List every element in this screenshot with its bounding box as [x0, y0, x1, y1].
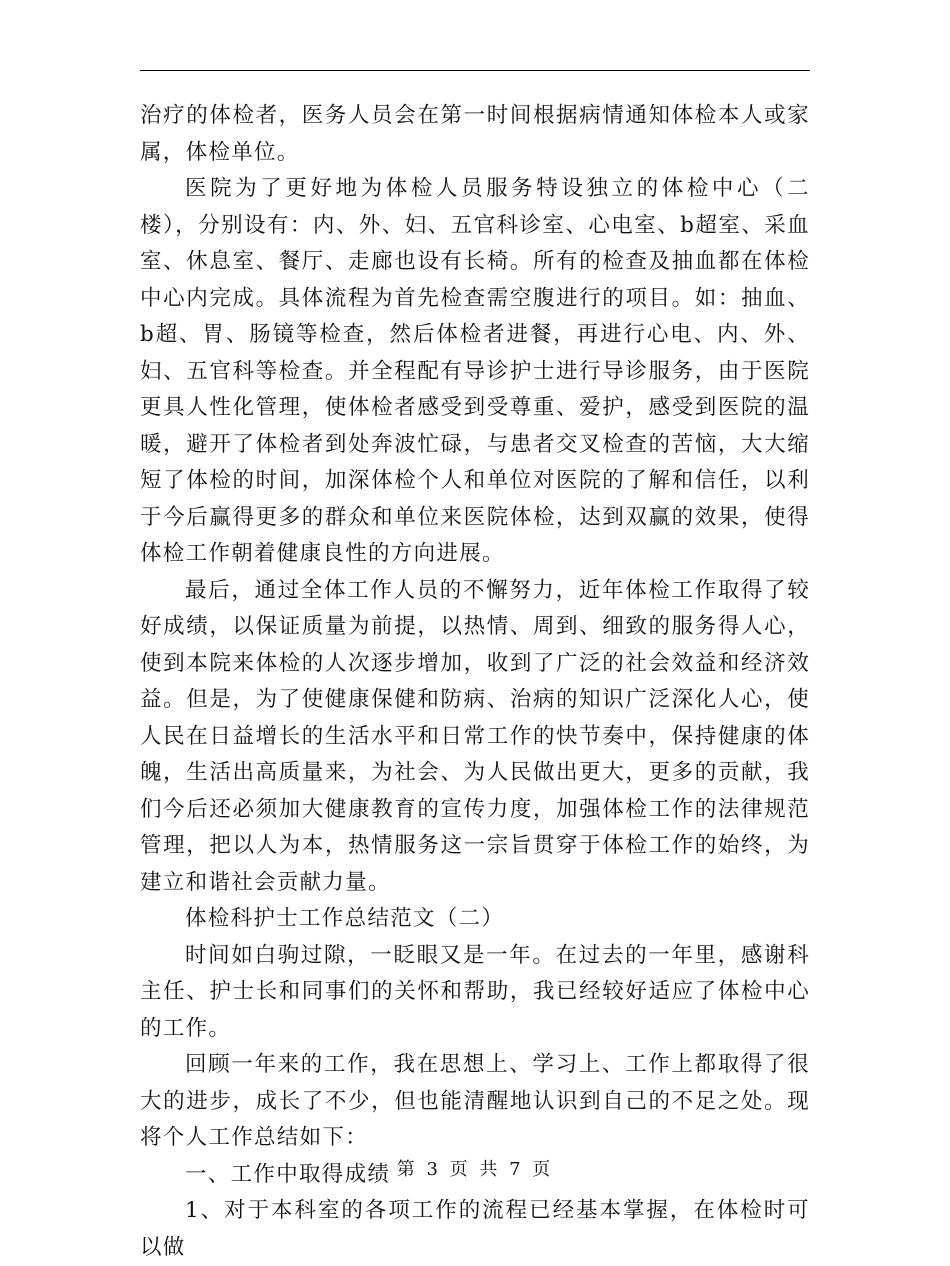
page-suffix: 页 — [532, 1159, 554, 1180]
paragraph-4: 时间如白驹过隙，一眨眼又是一年。在过去的一年里，感谢科主任、护士长和同事们的关怀和帮助，我已经较好适应了体检中心的工作。 — [140, 942, 810, 1041]
page-footer — [0, 1155, 950, 1181]
page-prefix: 第 — [396, 1159, 418, 1180]
paragraph-1: 治疗的体检者，医务人员会在第一时间根据病情通知体检本人或家属，体检单位。 — [140, 103, 810, 165]
paragraph-5: 回顾一年来的工作，我在思想上、学习上、工作上都取得了很大的进步，成长了不少，但也能清醒地认识到自己的不足之处。现将个人工作总结如下： — [140, 1052, 810, 1150]
page-current: 3 — [426, 1159, 441, 1180]
page-mid: 页 共 — [449, 1159, 501, 1180]
section-title: 体检科护士工作总结范文（二） — [185, 906, 505, 931]
subheading: 一、工作中取得成绩 — [185, 1161, 391, 1187]
header-rule — [140, 70, 810, 71]
page-total: 7 — [509, 1159, 524, 1180]
paragraph-3: 最后，通过全体工作人员的不懈努力，近年体检工作取得了较好成绩，以保证质量为前提，以热情、周到、细致的服务得人心，使到本院来体检的人次逐步增加，收到了广泛的社会效益和经济效益。但是，为了使健康保健和防病、治病的知识广泛深化人心，使人民在日益增长的生活水平和日常工作的快节奏中，保持健康的体魄，生活出高质量来，为社会、为人民做出更大，更多的贡献，我们今后还必须加大健康教育的宣传力度，加强体检工作的法律规范管理，把以人为本，热情服务这一宗旨贯穿于体检工作的始终，为建立和谐社会贡献力量。 — [140, 577, 810, 895]
paragraph-2: 医院为了更好地为体检人员服务特设独立的体检中心（二楼），分别设有：内、外、妇、五官科诊室、心电室、b超室、采血室、休息室、餐厅、走廊也设有长椅。所有的检查及抽血都在体检中心内完成。具体流程为首先检查需空腹进行的项目。如：抽血、b超、胃、肠镜等检查，然后体检者进餐，再进行心电、内、外、妇、五官科等检查。并全程配有导诊护士进行导诊服务，由于医院更具人性化管理，使体检者感受到受尊重、爱护，感受到医院的温暖，避开了体检者到处奔波忙碌，与患者交叉检查的苦恼，大大缩短了体检的时间，加深体检个人和单位对医院的了解和信任，以利于今后赢得更多的群众和单位来医院体检，达到双赢的效果，使得体检工作朝着健康良性的方向进展。 — [140, 176, 810, 566]
paragraph-6: 1、对于本科室的各项工作的流程已经基本掌握，在体检时可以做 — [140, 1198, 810, 1260]
document-body — [140, 98, 810, 1266]
